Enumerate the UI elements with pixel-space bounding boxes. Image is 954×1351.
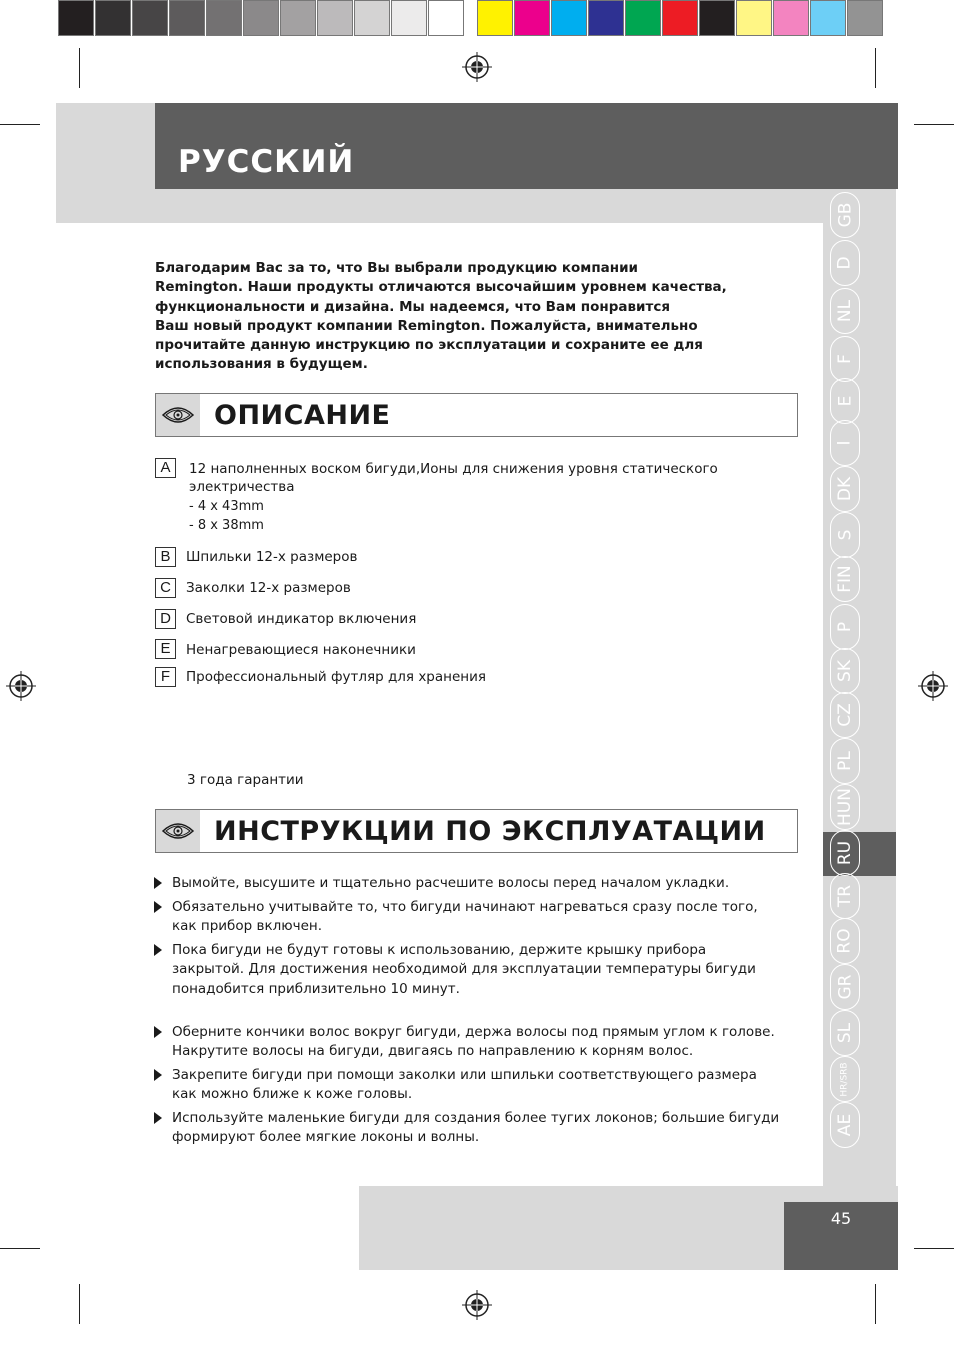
part-size: - 8 x 38mm [189, 518, 264, 533]
language-tab-gb[interactable] [830, 192, 860, 238]
language-tab-label: RU [834, 840, 855, 866]
instruction-item [172, 874, 792, 893]
bullet-icon [154, 901, 162, 913]
part-text-f: Профессиональный футляр для хранения [186, 669, 487, 685]
part-text-a-continued: электричества [189, 479, 295, 495]
color-swatch [317, 0, 353, 36]
color-swatch [773, 0, 809, 36]
description-section-header [155, 393, 798, 437]
part-text-b: Шпильки 12-х размеров [186, 549, 358, 565]
language-tab-label: E [835, 395, 855, 407]
registration-mark-icon [462, 52, 492, 82]
part-letter-b: B [155, 547, 176, 567]
language-tab-label: SK [834, 660, 855, 682]
color-swatch [625, 0, 661, 36]
part-letter-f: F [155, 667, 176, 687]
instruction-line: Пока бигуди не будут готовы к использованию, держите крышку прибора [172, 942, 707, 958]
language-tab-e[interactable] [830, 378, 860, 424]
language-tab-label: GB [835, 202, 855, 228]
crop-mark [79, 48, 80, 88]
instruction-item [172, 1023, 792, 1062]
color-swatch [662, 0, 698, 36]
language-tab-p[interactable] [830, 604, 860, 650]
language-tab-label: I [834, 440, 855, 446]
color-swatch [736, 0, 772, 36]
instruction-line: как можно ближе к коже головы. [172, 1086, 413, 1103]
bullet-icon [154, 877, 162, 889]
language-tab-nl[interactable] [830, 288, 860, 334]
instruction-item [172, 941, 792, 999]
intro-line: Ваш новый продукт компании Remington. Пожалуйста, внимательно [155, 317, 698, 334]
page-number: 45 [830, 1209, 852, 1228]
language-tab-i[interactable] [830, 420, 860, 466]
instruction-line: Используйте маленькие бигуди для создания более тугих локонов; большие бигуди [172, 1110, 780, 1126]
language-tab-label: HR/SRB [839, 1061, 850, 1097]
section-title: ИНСТРУКЦИИ ПО ЭКСПЛУАТАЦИИ [214, 816, 766, 847]
language-tab-hun[interactable] [830, 784, 860, 830]
part-text-d: Световой индикатор включения [186, 611, 417, 627]
instruction-line: Вымойте, высушите и тщательно расчешите волосы перед началом укладки. [172, 875, 730, 891]
instruction-line: формируют более мягкие локоны и волны. [172, 1129, 480, 1146]
color-swatch [280, 0, 316, 36]
instruction-item [172, 1066, 792, 1105]
color-calibration-bar [58, 0, 884, 38]
language-tab-d[interactable] [830, 240, 860, 286]
language-tab-label: GR [835, 974, 855, 1000]
color-swatch [477, 0, 513, 36]
instruction-line: закрытой. Для достижения необходимой для эксплуатации температуры бигуди [172, 961, 756, 978]
color-swatch [551, 0, 587, 36]
color-swatch [354, 0, 390, 36]
language-tab-cz[interactable] [830, 692, 860, 738]
color-swatch [132, 0, 168, 36]
intro-line: функциональности и дизайна. Мы надеемся, что Вам понравится [155, 298, 671, 315]
instruction-line: Закрепите бигуди при помощи заколки или шпильки соответствующего размера [172, 1067, 757, 1083]
language-tab-label: CZ [835, 703, 855, 727]
language-tab-ru[interactable] [830, 830, 860, 876]
part-letter-c: C [155, 578, 176, 598]
language-tab-label: DK [835, 476, 855, 502]
color-swatch [243, 0, 279, 36]
language-tab-gr[interactable] [830, 964, 860, 1010]
language-tab-label: P [834, 621, 855, 633]
color-swatch [391, 0, 427, 36]
color-swatch [95, 0, 131, 36]
color-swatch [514, 0, 550, 36]
bullet-icon [154, 1026, 162, 1038]
bullet-icon [154, 1112, 162, 1124]
language-tab-pl[interactable] [830, 738, 860, 784]
language-tab-label: NL [834, 299, 855, 323]
color-swatch [699, 0, 735, 36]
part-letter-e: E [155, 639, 176, 659]
color-swatch [588, 0, 624, 36]
part-text-a: 12 наполненных воском бигуди,Ионы для снижения уровня статического [189, 461, 718, 477]
registration-mark-icon [462, 1290, 492, 1320]
registration-mark-icon [918, 671, 948, 701]
intro-paragraph [155, 259, 785, 375]
instruction-line: Накрутите волосы на бигуди, двигаясь по направлению к корням волос. [172, 1043, 694, 1060]
language-tab-ro[interactable] [830, 918, 860, 964]
color-swatch [847, 0, 883, 36]
language-tab-ae[interactable] [830, 1102, 860, 1148]
registration-mark-icon [6, 671, 36, 701]
intro-line: Благодарим Вас за то, что Вы выбрали продукцию компании [155, 260, 639, 276]
language-tab-label: S [834, 529, 855, 541]
instruction-line: как прибор включен. [172, 918, 322, 935]
language-tab-label: PL [834, 751, 855, 771]
language-tab-label: D [835, 256, 855, 270]
language-tab-label: FIN [834, 565, 855, 593]
intro-line: Remington. Наши продукты отличаются высочайшим уровнем качества, [155, 279, 727, 296]
crop-mark [914, 124, 954, 125]
language-tab-label: TR [834, 884, 855, 908]
eye-icon [162, 405, 194, 425]
crop-mark [875, 1284, 876, 1324]
eye-cell [156, 394, 200, 436]
part-letter-d: D [155, 609, 176, 629]
crop-mark [0, 124, 40, 125]
eye-icon [162, 821, 194, 841]
crop-mark [875, 48, 876, 88]
language-tab-label: HUN [835, 788, 856, 826]
language-tab-label: AE [835, 1113, 855, 1137]
part-text-e: Ненагревающиеся наконечники [186, 642, 416, 658]
language-tab-tr[interactable] [830, 873, 860, 919]
language-tab-label: SL [834, 1022, 855, 1044]
crop-mark [0, 1248, 40, 1249]
bullet-icon [154, 1069, 162, 1081]
warranty-text: 3 года гарантии [187, 772, 304, 788]
language-tab-fin[interactable] [830, 556, 860, 602]
eye-cell [156, 810, 200, 852]
language-tab-s[interactable] [830, 512, 860, 558]
color-swatch [428, 0, 464, 36]
page-title: РУССКИЙ [178, 144, 355, 180]
intro-line: прочитайте данную инструкцию по эксплуатации и сохраните ее для [155, 337, 703, 354]
color-swatch [169, 0, 205, 36]
color-swatch [206, 0, 242, 36]
instruction-line: понадобится приблизительно 10 минут. [172, 980, 460, 997]
section-title: ОПИСАНИЕ [214, 400, 391, 431]
language-tab-hr-srb[interactable] [830, 1056, 860, 1102]
color-swatch [58, 0, 94, 36]
language-tab-sk[interactable] [830, 648, 860, 694]
language-tab-f[interactable] [830, 336, 860, 382]
intro-line: использования в будущем. [155, 356, 368, 373]
crop-mark [914, 1248, 954, 1249]
instruction-line: Оберните кончики волос вокруг бигуди, держа волосы под прямым углом к голове. [172, 1024, 775, 1040]
language-tab-label: RO [834, 928, 855, 954]
language-tab-sl[interactable] [830, 1010, 860, 1056]
instruction-line: Обязательно учитывайте то, что бигуди начинают нагреваться сразу после того, [172, 899, 758, 915]
color-swatch [810, 0, 846, 36]
part-size: - 4 x 43mm [189, 499, 264, 514]
part-letter-a: A [155, 458, 176, 478]
language-tab-dk[interactable] [830, 466, 860, 512]
instructions-section-header [155, 809, 798, 853]
part-text-c: Заколки 12-х размеров [186, 580, 351, 596]
crop-mark [79, 1284, 80, 1324]
instruction-item [172, 1109, 792, 1148]
instruction-item [172, 898, 792, 937]
bullet-icon [154, 944, 162, 956]
language-tab-label: F [835, 354, 855, 364]
